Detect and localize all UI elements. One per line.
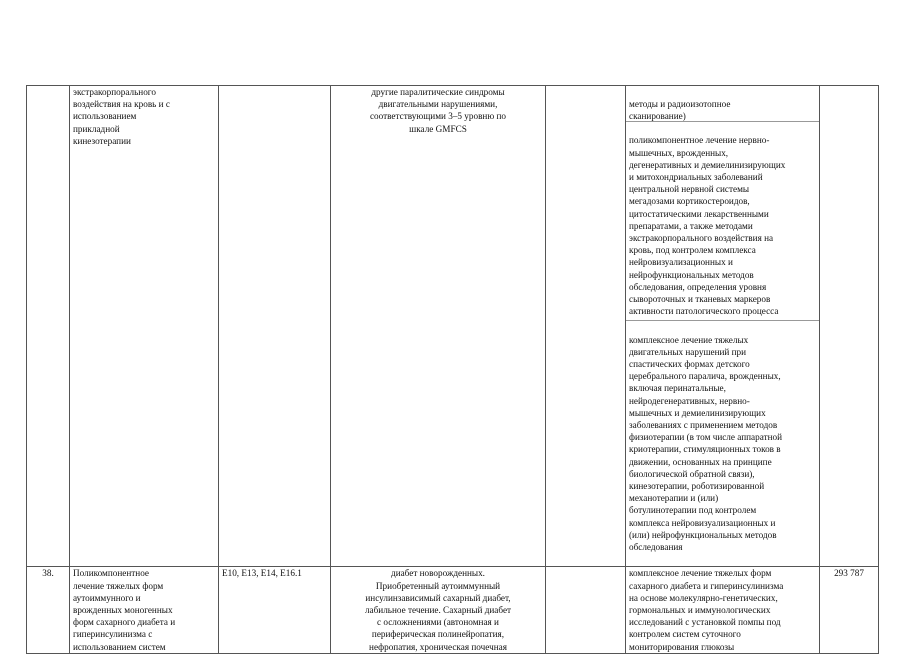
patient-type	[546, 86, 626, 567]
treatment-method: методы и радиоизотопное сканирование)	[626, 98, 819, 122]
treatment-method: поликомпонентное лечение нервно- мышечных, врожденных, дегенеративных и демиелинизирующих и митохондриальных заболеваний центральной нервной системы мегадозами кортикостероидов, цитостатическими лекарственными препаратами, а также методами экстракорпорального воздействия на кровь, под контролем комплекса нейровизуализационных и нейрофункциональных методов обследования, определения уровня сывороточных и тканевых маркеров активности патологического процесса	[626, 134, 819, 321]
patient-type	[546, 567, 626, 653]
cost-value	[820, 86, 879, 567]
cost-value: 293 787	[820, 567, 879, 653]
icd-codes	[219, 86, 331, 567]
care-type-name: экстракорпорального воздействия на кровь и с использованием прикладной кинезотерапии	[70, 86, 219, 567]
patient-model: диабет новорожденных. Приобретенный аутоиммунный инсулинзависимый сахарный диабет, лабильное течение. Сахарный диабет с осложнениями (автономная и периферическая полинейропатия, нефропатия, хроническая почечная	[331, 567, 546, 653]
table-row	[27, 567, 879, 653]
icd-codes: E10, E13, E14, E16.1	[219, 567, 331, 653]
table-row	[27, 86, 879, 567]
row-number	[27, 86, 70, 567]
row-number: 38.	[27, 567, 70, 653]
patient-model: другие паралитические синдромы двигательными нарушениями, соответствующими 3–5 уровню по шкале GMFCS	[331, 86, 546, 567]
treatment-method: комплексное лечение тяжелых форм сахарного диабета и гиперинсулинизма на основе молекулярно-генетических, гормональных и иммунологических исследований с установкой помпы под контролем систем суточного мониторирования глюкозы	[626, 567, 820, 653]
document-table	[26, 85, 879, 654]
treatment-methods	[626, 86, 820, 567]
treatment-method: комплексное лечение тяжелых двигательных нарушений при спастических формах детского церебрального паралича, врожденных, включая перинатальные, нейродегенеративных, нервно- мышечных и демиелинизирующих заболеваниях с применением методов физиотерапии (в том числе аппаратной криотерапии, стимуляционных токов в движении, основанных на принципе биологической обратной связи), кинезотерапии, роботизированной механотерапии и (или) ботулинотерапии под контролем комплекса нейровизуализационных и (или) нейрофункциональных методов обследования	[629, 334, 783, 553]
care-type-name: Поликомпонентное лечение тяжелых форм аутоиммунного и врожденных моногенных форм сахарного диабета и гиперинсулинизма с использованием систем	[70, 567, 219, 653]
